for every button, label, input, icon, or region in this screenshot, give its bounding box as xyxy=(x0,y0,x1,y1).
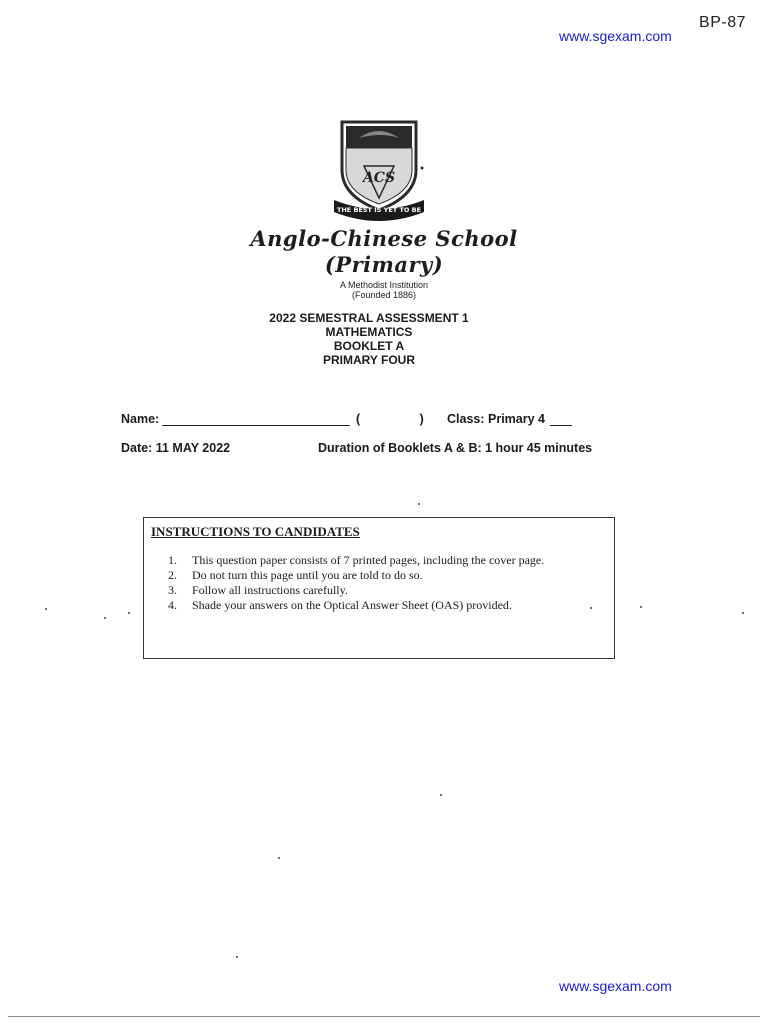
scan-speck xyxy=(640,606,642,608)
scan-speck xyxy=(45,608,47,610)
school-founded: (Founded 1886) xyxy=(351,290,417,300)
website-link-bottom[interactable]: www.sgexam.com xyxy=(559,978,672,994)
list-item: 2. Do not turn this page until you are told to do so. xyxy=(168,568,423,582)
duration-label: Duration of Booklets A & B: 1 hour 45 minutes xyxy=(318,441,593,455)
school-name-primary: (Primary) xyxy=(324,252,444,277)
exam-title: 2022 SEMESTRAL ASSESSMENT 1 xyxy=(269,311,469,325)
class-field[interactable] xyxy=(550,425,572,426)
school-name: Anglo-Chinese School xyxy=(250,226,518,251)
instructions-list xyxy=(168,553,544,613)
index-number-field[interactable]: ( ) xyxy=(356,412,452,426)
list-item: 4. Shade your answers on the Optical Answer Sheet (OAS) provided. xyxy=(168,598,512,612)
scan-speck xyxy=(236,956,238,958)
name-field[interactable] xyxy=(162,425,350,426)
scan-speck xyxy=(128,612,130,614)
date-label: Date: 11 MAY 2022 xyxy=(121,441,231,455)
page-code: BP-87 xyxy=(699,14,746,31)
exam-booklet: BOOKLET A xyxy=(333,339,405,353)
bottom-edge-line xyxy=(8,1016,760,1017)
scan-speck xyxy=(590,607,592,609)
exam-level: PRIMARY FOUR xyxy=(322,353,415,367)
instructions-title: INSTRUCTIONS TO CANDIDATES xyxy=(151,524,360,539)
exam-subject: MATHEMATICS xyxy=(325,325,413,339)
website-link-top[interactable]: www.sgexam.com xyxy=(559,28,672,44)
class-label: Class: Primary 4 xyxy=(447,412,545,426)
crest-motto: THE BEST IS YET TO BE xyxy=(336,206,422,214)
crest-monogram: ACS xyxy=(362,170,396,186)
scan-speck xyxy=(104,617,106,619)
list-item: 1. This question paper consists of 7 printed pages, including the cover page. xyxy=(168,553,545,567)
scan-speck xyxy=(418,503,420,505)
school-crest-logo xyxy=(334,118,424,222)
school-subtitle: A Methodist Institution xyxy=(339,280,429,290)
name-label: Name: xyxy=(121,412,160,426)
scan-speck xyxy=(278,857,280,859)
list-item: 3. Follow all instructions carefully. xyxy=(168,583,348,597)
scan-speck xyxy=(440,794,442,796)
scan-speck xyxy=(742,612,744,614)
